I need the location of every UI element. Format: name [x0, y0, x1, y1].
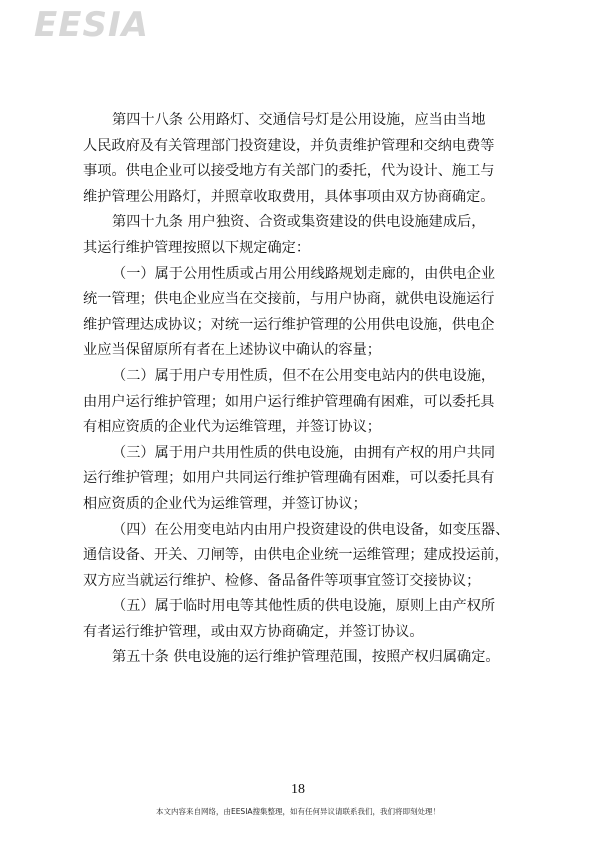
clause-1-line-2: 统一管理；供电企业应当在交接前，与用户协商，就供电设施运行	[83, 291, 495, 308]
clause-4-line-2: 通信设备、开关、刀闸等，由供电企业统一运维管理；建成投运前，	[83, 547, 509, 564]
clause-3-line-2: 运行维护管理；如用户共同运行维护管理确有困难，可以委托具有	[83, 470, 495, 487]
eesia-watermark-logo: EESIA	[34, 5, 149, 45]
document-body	[83, 108, 516, 671]
clause-4-line-3: 双方应当就运行维护、检修、备品备件等项事宜签订交接协议；	[83, 572, 481, 589]
article-49-line-1: 第四十九条 用户独资、合资或集资建设的供电设施建成后，	[112, 214, 486, 231]
clause-5-line-1: （五）属于临时用电等其他性质的供电设施，原则上由产权所	[112, 598, 496, 615]
clause-2-line-3: 有相应资质的企业代为运维管理，并签订协议；	[83, 419, 381, 436]
page-number: 18	[291, 782, 305, 797]
clause-1-line-4: 业应当保留原所有者在上述协议中确认的容量；	[83, 342, 381, 359]
clause-2-line-1: （二）属于用户专用性质，但不在公用变电站内的供电设施，	[112, 367, 496, 384]
article-48-line-4: 维护管理公用路灯，并照章收取费用，具体事项由双方协商确定。	[83, 188, 495, 205]
clause-1-line-1: （一）属于公用性质或占用公用线路规划走廊的，由供电企业	[112, 265, 496, 282]
clause-3-line-3: 相应资质的企业代为运维管理，并签订协议；	[83, 495, 367, 512]
footer-disclaimer: 本文内容来自网络，由EESIA搜集整理，如有任何异议请联系我们，我们将即刻处理！	[155, 807, 441, 816]
clause-5-line-2: 有者运行维护管理，或由双方协商确定，并签订协议。	[83, 623, 424, 640]
article-48-line-1: 第四十八条 公用路灯、交通信号灯是公用设施，应当由当地	[112, 112, 486, 128]
article-48-line-2: 人民政府及有关管理部门投资建设，并负责维护管理和交纳电费等	[83, 137, 495, 154]
clause-3-line-1: （三）属于用户共用性质的供电设施，由拥有产权的用户共同	[112, 444, 496, 461]
clause-2-line-2: 由用户运行维护管理；如用户运行维护管理确有困难，可以委托具	[83, 393, 495, 410]
article-48-line-3: 事项。供电企业可以接受地方有关部门的委托，代为设计、施工与	[83, 163, 495, 180]
clause-4-line-1: （四）在公用变电站内由用户投资建设的供电设备，如变压器、	[112, 521, 510, 538]
article-50-line-1: 第五十条 供电设施的运行维护管理范围，按照产权归属确定。	[112, 649, 500, 666]
clause-1-line-3: 维护管理达成协议；对统一运行维护管理的公用供电设施，供电企	[83, 316, 495, 333]
article-49-line-2: 其运行维护管理按照以下规定确定：	[83, 239, 311, 256]
